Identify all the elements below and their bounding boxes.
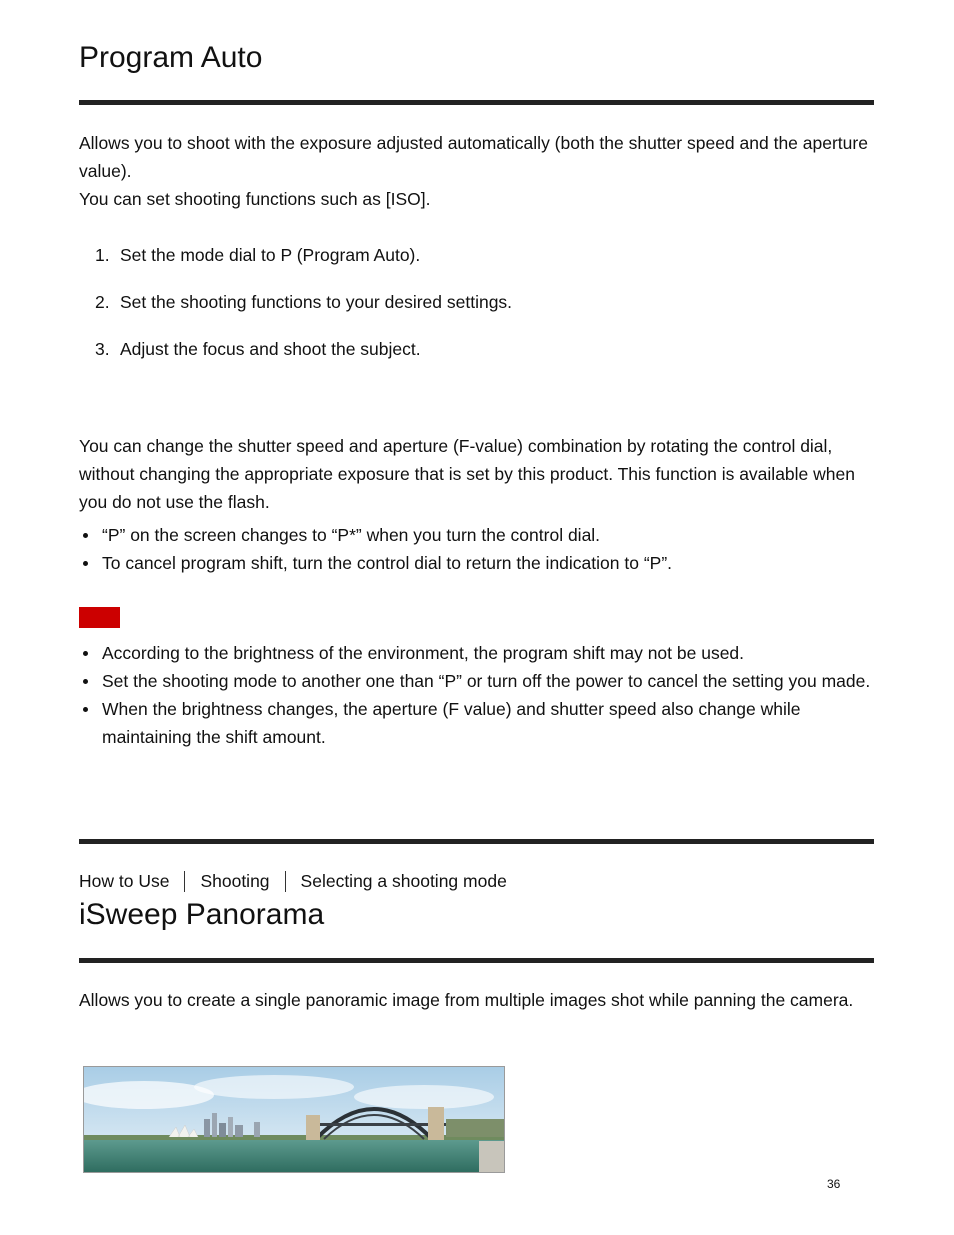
breadcrumb-separator [184,871,185,892]
title-divider [79,958,874,963]
step-text: Set the mode dial to P (Program Auto). [120,245,421,265]
title-divider [79,100,874,105]
bullet-icon [83,651,88,656]
breadcrumb-separator [285,871,286,892]
note-badge [79,607,120,628]
program-shift-list [79,521,879,577]
step-1 [95,241,420,269]
breadcrumb-item-selecting-mode[interactable]: Selecting a shooting mode [300,871,507,891]
page-number: 36 [827,1177,841,1191]
list-item [79,695,879,751]
list-item [79,549,879,577]
list-item [79,639,879,667]
step-text: Adjust the focus and shoot the subject. [120,339,421,359]
step-number: 1. [95,245,110,265]
step-number: 3. [95,339,110,359]
bullet-icon [83,707,88,712]
list-item-text: When the brightness changes, the aperture (F value) and shutter speed also change while maintaining the shift amount. [102,699,801,747]
step-3 [95,335,421,363]
intro-paragraph: Allows you to shoot with the exposure adjusted automatically (both the shutter speed and the aperture value). [79,133,868,181]
breadcrumb-item-shooting[interactable]: Shooting [200,871,270,891]
step-text: Set the shooting functions to your desired settings. [120,292,513,312]
list-item-text: “P” on the screen changes to “P*” when you turn the control dial. [102,525,601,545]
panorama-intro-paragraph: Allows you to create a single panoramic image from multiple images shot while panning the camera. [79,990,854,1010]
program-shift-paragraph: You can change the shutter speed and aperture (F-value) combination by rotating the control dial, without changing the appropriate exposure that is set by this product. This function is available when you do not use the flash. [79,436,855,512]
list-item-text: Set the shooting mode to another one than “P” or turn off the power to cancel the setting you made. [102,671,871,691]
section-divider [79,839,874,844]
page-title: Program Auto [79,41,263,74]
step-2 [95,288,512,316]
list-item-text: To cancel program shift, turn the control dial to return the indication to “P”. [102,553,673,573]
step-number: 2. [95,292,110,312]
list-item [79,667,879,695]
bullet-icon [83,533,88,538]
breadcrumb-item-how-to-use[interactable]: How to Use [79,871,170,891]
intro-paragraph-2: You can set shooting functions such as [ISO]. [79,189,431,209]
list-item [79,521,879,549]
list-item-text: According to the brightness of the environment, the program shift may not be used. [102,643,745,663]
bullet-icon [83,679,88,684]
note-list [79,639,879,751]
panorama-image [83,1066,505,1173]
bullet-icon [83,561,88,566]
section-title: iSweep Panorama [79,898,325,931]
harbour-panorama-illustration [84,1067,504,1172]
breadcrumb [79,868,507,894]
